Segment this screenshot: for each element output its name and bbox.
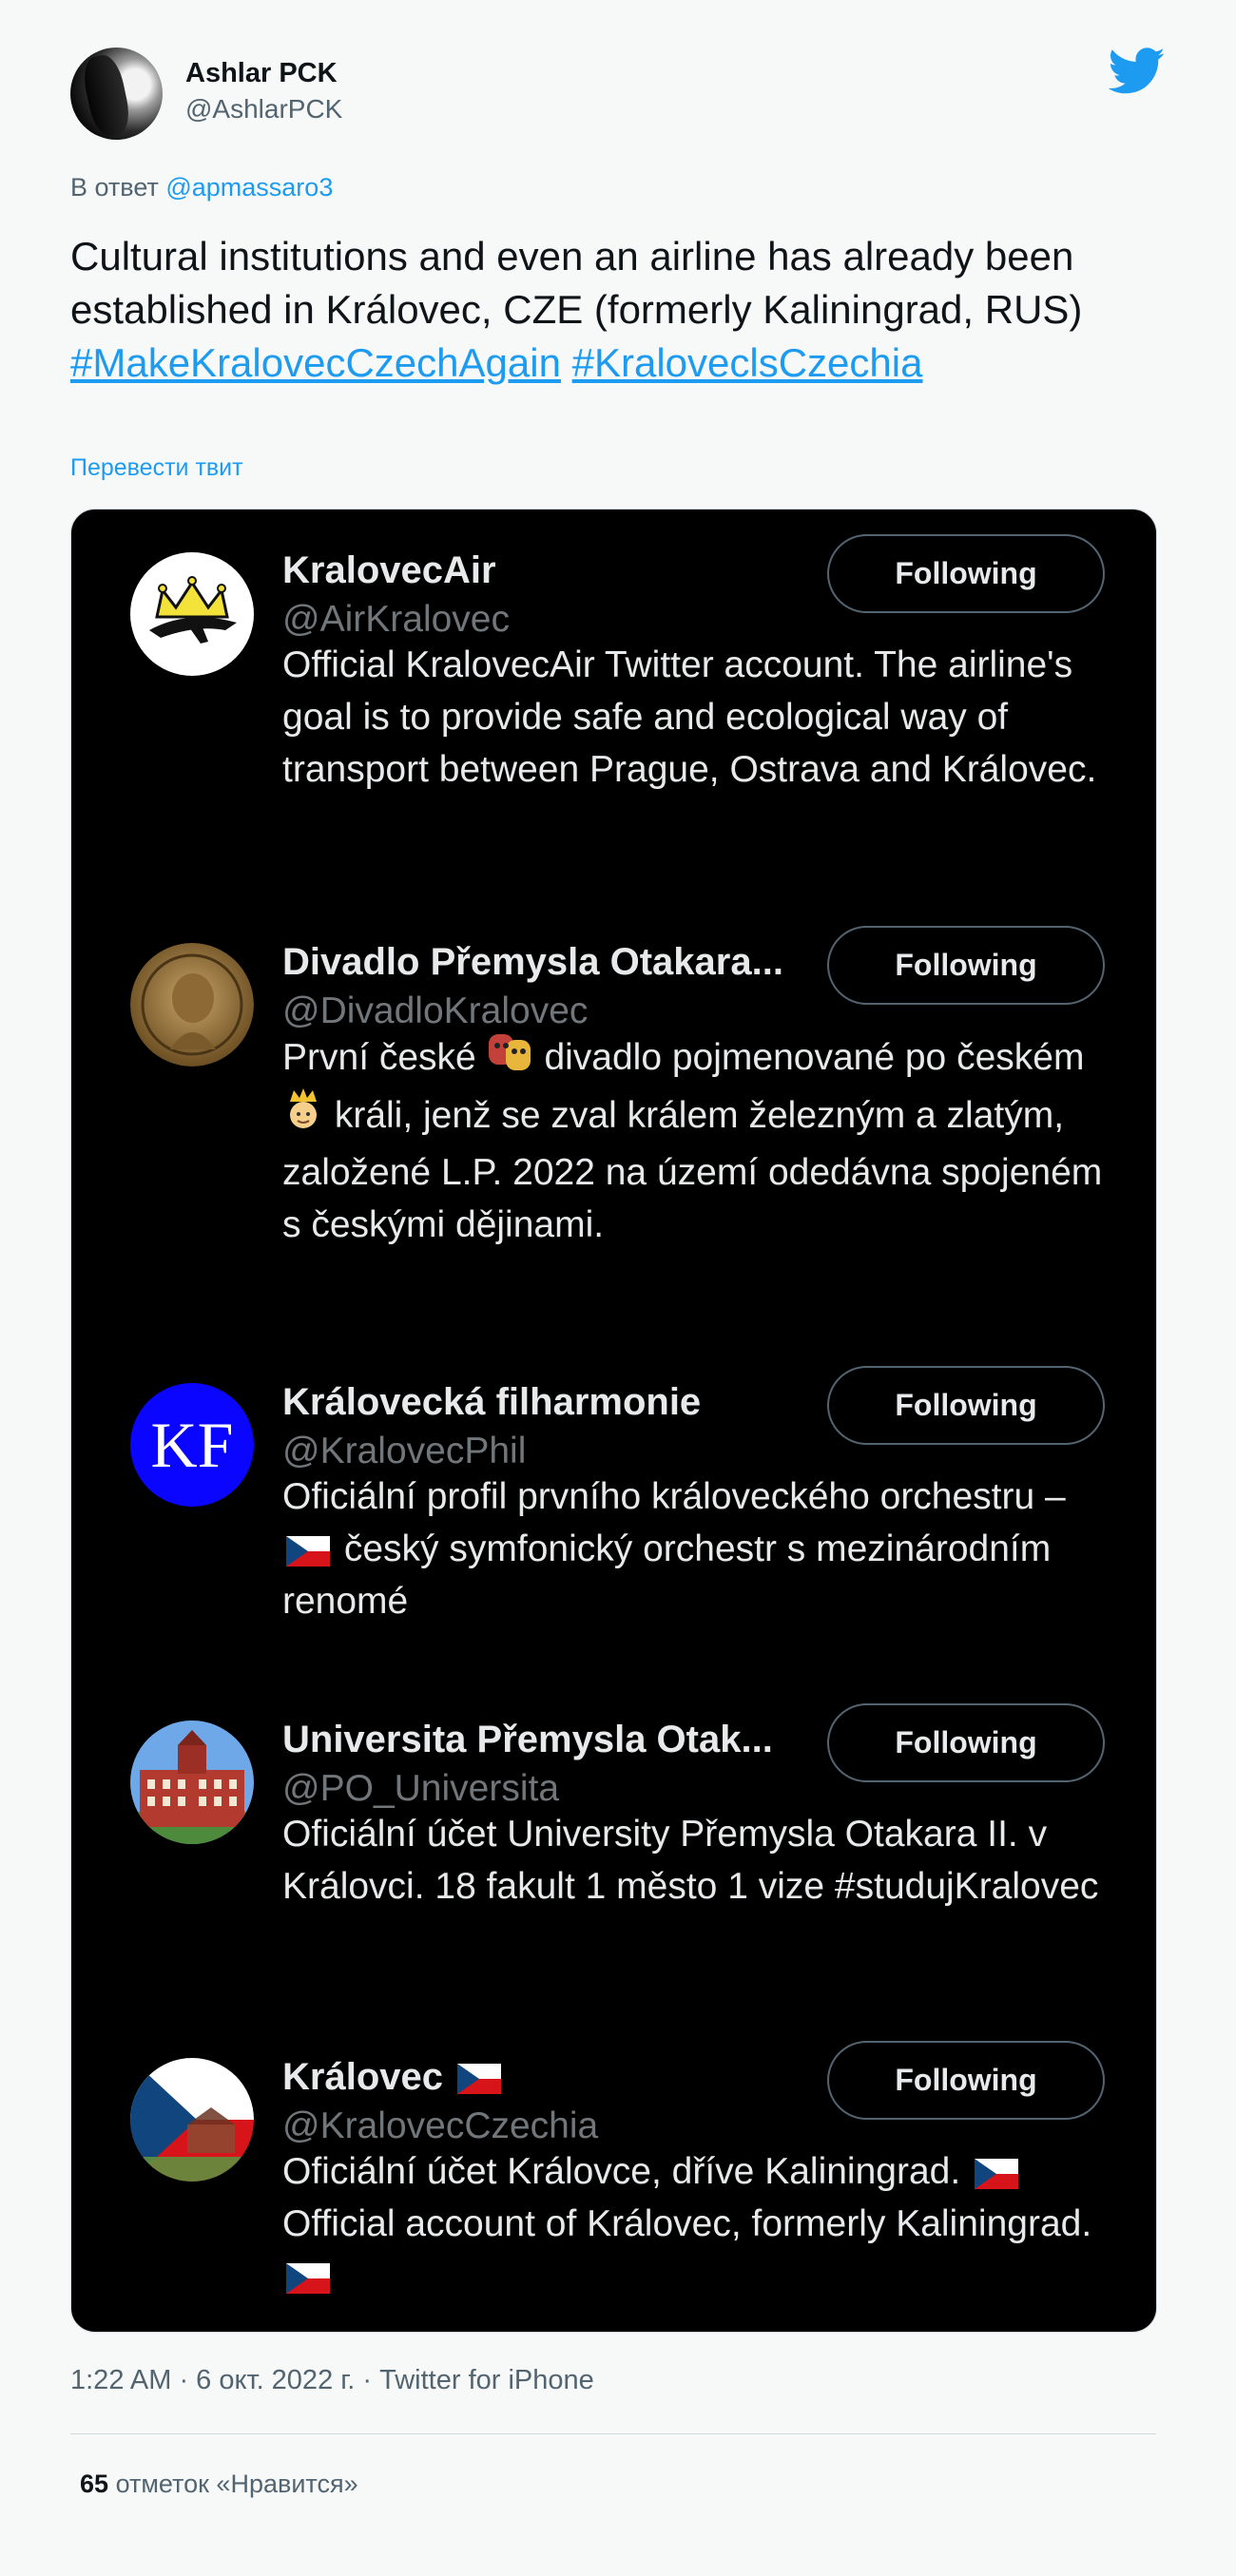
account-name-row[interactable]: [282, 2054, 505, 2100]
czech-flag-icon: [457, 2064, 501, 2094]
account-bio: [282, 1471, 1110, 1627]
account-bio: [282, 1030, 1110, 1251]
following-button[interactable]: Following: [827, 926, 1105, 1005]
account-bio: Official KralovecAir Twitter account. The airline's goal is to provide safe and ecological way of transport between Prague, Ostrava and Královec.: [282, 644, 1097, 790]
reply-context: [70, 173, 333, 202]
account-handle[interactable]: @AirKralovec: [282, 599, 510, 640]
following-button[interactable]: Following: [827, 2041, 1105, 2120]
account-name[interactable]: Universita Přemysla Otak...: [282, 1719, 773, 1760]
reply-mention-link[interactable]: @apmassaro3: [165, 173, 334, 202]
hashtag-link[interactable]: #MakeKralovecCzechAgain: [70, 340, 561, 385]
bio-text: český symfonický orchestr s mezinárodním renomé: [282, 1528, 1052, 1622]
divadlo-avatar[interactable]: [130, 943, 254, 1067]
likes-number: 65: [80, 2470, 109, 2498]
prince-icon: [282, 1088, 324, 1146]
account-handle[interactable]: @KralovecCzechia: [282, 2105, 599, 2146]
twitter-bird-icon[interactable]: [1109, 48, 1166, 95]
account-bio: Oficiální účet University Přemysla Otakara II. v Královci. 18 fakult 1 město 1 vize #studujKralovec: [282, 1814, 1099, 1907]
coin-portrait-icon: [130, 943, 254, 1067]
tweet-header: [70, 48, 1166, 143]
author-name[interactable]: Ashlar PCK: [185, 58, 338, 88]
likes-label: отметок «Нравится»: [115, 2470, 358, 2498]
czech-flag-icon: [286, 1536, 330, 1567]
hashtag-link[interactable]: #KraloveclsCzechia: [571, 340, 923, 385]
account-name[interactable]: Královecká filharmonie: [282, 1381, 702, 1423]
following-button[interactable]: Following: [827, 534, 1105, 613]
bio-text: Oficiální profil prvního královeckého orchestru –: [282, 1476, 1066, 1517]
kf-logo-text: KF: [150, 1409, 234, 1481]
divider: [70, 2433, 1156, 2434]
theater-masks-icon: [487, 1030, 534, 1088]
account-handle[interactable]: @KralovecPhil: [282, 1431, 527, 1471]
following-button[interactable]: Following: [827, 1703, 1105, 1782]
reply-prefix: В ответ: [70, 173, 159, 202]
czech-flag-icon: [975, 2159, 1018, 2189]
university-building-icon: [130, 1721, 254, 1844]
embedded-image-card[interactable]: [70, 509, 1157, 2333]
bio-text: Oficiální účet Královce, dříve Kaliningrad.: [282, 2151, 961, 2192]
bio-text: Official account of Královec, formerly Kaliningrad.: [282, 2203, 1092, 2244]
kralovecair-avatar[interactable]: [130, 552, 254, 676]
czech-flag-castle-icon: [130, 2058, 254, 2182]
account-handle[interactable]: @DivadloKralovec: [282, 990, 589, 1031]
tweet-text: Cultural institutions and even an airline has already been established in Královec, CZE (formerly Kaliningrad, RUS): [70, 234, 1083, 332]
translate-tweet-link[interactable]: Перевести твит: [70, 454, 243, 481]
bio-text: králi, jenž se zval králem železným a zlatým, založené L.P. 2022 na území odedávna spojeném s českými dějinami.: [282, 1094, 1103, 1245]
kralovec-avatar[interactable]: [130, 2058, 254, 2182]
crown-plane-logo-icon: [130, 552, 254, 676]
filharmonie-avatar[interactable]: [130, 1383, 254, 1507]
author-avatar[interactable]: [70, 48, 163, 140]
tweet-body: [70, 230, 1154, 390]
account-name[interactable]: Divadlo Přemysla Otakara...: [282, 941, 783, 983]
bio-text: divadlo pojmenované po českém: [544, 1036, 1085, 1078]
account-name[interactable]: Královec: [282, 2056, 443, 2098]
following-button[interactable]: Following: [827, 1366, 1105, 1445]
tweet-timestamp[interactable]: 1:22 AM · 6 окт. 2022 г. · Twitter for iPhone: [70, 2365, 594, 2395]
bio-text: První české: [282, 1036, 476, 1078]
universita-avatar[interactable]: [130, 1721, 254, 1844]
likes-count[interactable]: [80, 2470, 358, 2499]
account-bio: [282, 2145, 1110, 2302]
account-handle[interactable]: @PO_Universita: [282, 1768, 560, 1809]
author-handle[interactable]: @AshlarPCK: [185, 94, 343, 124]
czech-flag-icon: [286, 2263, 330, 2294]
account-name[interactable]: KralovecAir: [282, 549, 496, 591]
